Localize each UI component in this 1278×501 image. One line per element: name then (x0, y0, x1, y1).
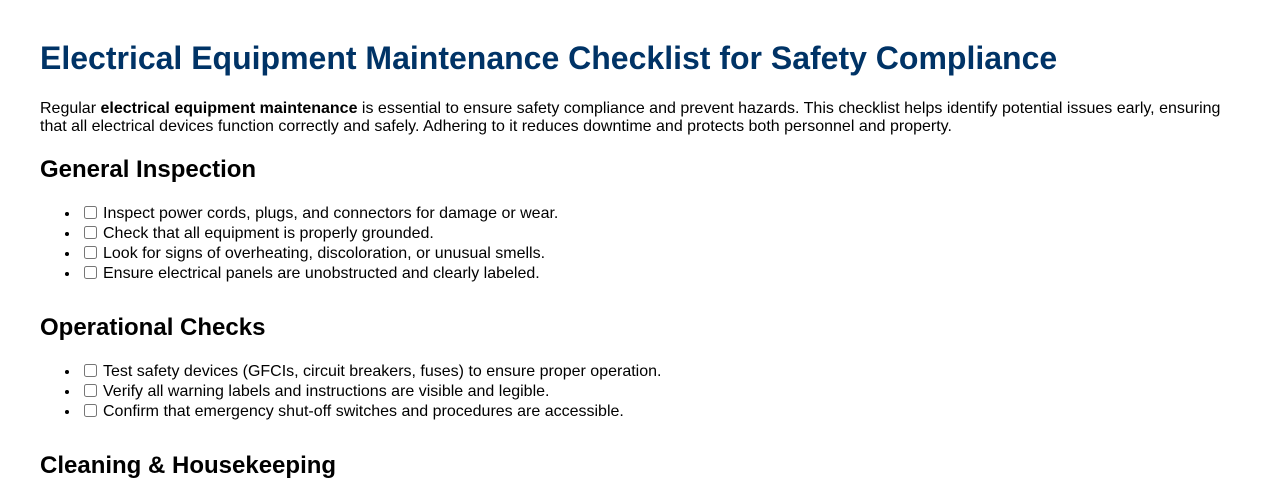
checkbox[interactable] (84, 266, 97, 279)
checkbox[interactable] (84, 364, 97, 377)
checklist-item (80, 204, 1238, 224)
item-label: Test safety devices (GFCIs, circuit breakers, fuses) to ensure proper operation. (103, 363, 662, 380)
checkbox[interactable] (84, 206, 97, 219)
section-operational-checks (40, 314, 1238, 422)
intro-paragraph (40, 100, 1238, 136)
section-heading: General Inspection (40, 156, 257, 183)
checklist-item (80, 402, 1238, 422)
checklist-item (80, 224, 1238, 244)
checklist (40, 204, 1238, 284)
page-title: Electrical Equipment Maintenance Checklist for Safety Compliance (40, 40, 1058, 76)
intro-text: Regular (40, 100, 101, 117)
section-heading: Cleaning & Housekeeping (40, 452, 337, 479)
item-label: Ensure electrical panels are unobstructed and clearly labeled. (103, 265, 540, 282)
checklist-item (80, 362, 1238, 382)
item-label: Verify all warning labels and instructions are visible and legible. (103, 383, 550, 400)
section-general-inspection (40, 156, 1238, 284)
intro-text: is essential to ensure safety compliance and prevent hazards. This checklist helps identify potential issues early, ensuring that all electrical devices function correctly and safely. Adhering to it reduces downtime and protects both personnel and property. (40, 100, 1221, 135)
checklist-item (80, 382, 1238, 402)
checkbox[interactable] (84, 246, 97, 259)
item-label: Look for signs of overheating, discoloration, or unusual smells. (103, 245, 546, 262)
checklist-item (80, 244, 1238, 264)
intro-bold: electrical equipment maintenance (100, 100, 358, 117)
checkbox[interactable] (84, 404, 97, 417)
section-heading: Operational Checks (40, 314, 266, 341)
checklist (40, 362, 1238, 422)
checklist-item (80, 264, 1238, 284)
item-label: Check that all equipment is properly grounded. (103, 225, 434, 242)
item-label: Confirm that emergency shut-off switches and procedures are accessible. (103, 403, 624, 420)
checkbox[interactable] (84, 384, 97, 397)
item-label: Inspect power cords, plugs, and connectors for damage or wear. (103, 205, 559, 222)
section-cleaning-housekeeping (40, 452, 1238, 480)
checkbox[interactable] (84, 226, 97, 239)
